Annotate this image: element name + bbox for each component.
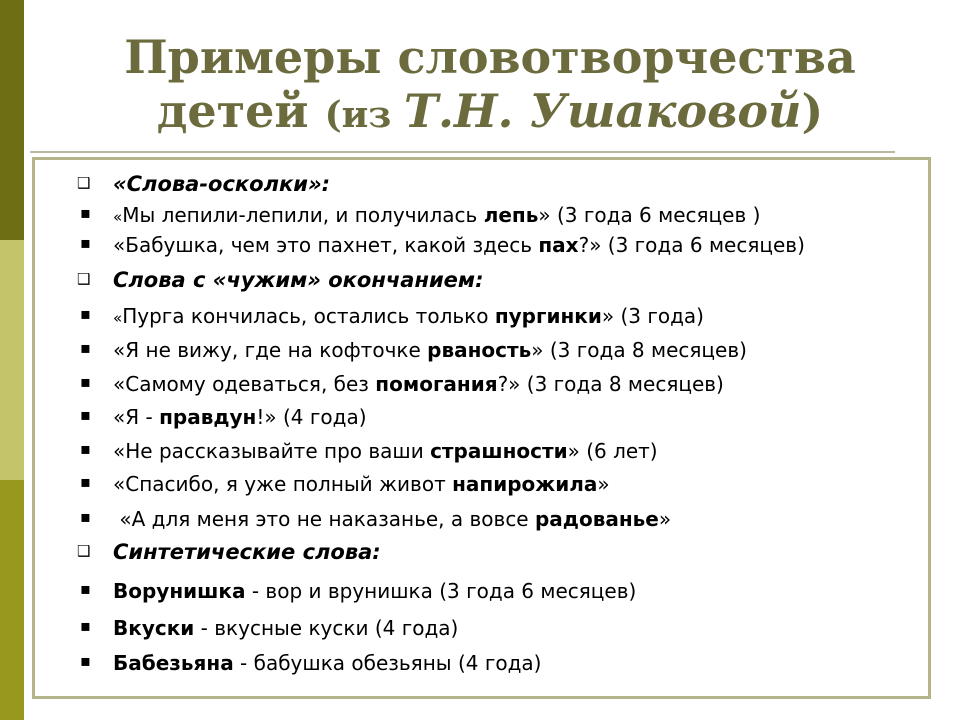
title-line-2 (40, 84, 940, 142)
square-bullet-icon: ▪ (80, 372, 91, 391)
title-author: Т.Н. Ушаковой (403, 84, 802, 138)
side-bar-middle (0, 240, 24, 480)
side-bar-bottom (0, 480, 24, 720)
square-bullet-icon: ▪ (80, 203, 91, 222)
title-line-2-main: детей (156, 84, 309, 138)
checkbox-bullet-icon: ❑ (77, 174, 91, 192)
checkbox-bullet-icon: ❑ (77, 542, 91, 560)
square-bullet-icon: ▪ (80, 439, 91, 458)
content-box: ❑ «Слова-осколки»: ▪ «Мы лепили-лепили, и получилась лепь» (3 года 6 месяцев ) ▪ «Бабушка, чем это пахнет, какой здесь пах?» (3 года 6 месяцев) ❑ Слова с «чужим» окончанием: ▪ «Пурга кончилась, остались только пургинки» (3 года) ▪ «Я не вижу, где на кофточке рваность» (3 года 8 месяцев) ▪ «Самому одеваться, без помогания?» (3 года 8 месяцев) ▪ «Я - правдун!» (4 года) ▪ «Не рассказывайте про ваши страшности» (6 лет) ▪ «Спасибо, я уже полный живот напирожила» ▪ «А для меня это не наказанье, а вовсе радованье» ❑ Синтетические слова: ▪ Ворунишка - вор и врунишка (3 года 6 месяцев) ▪ Вкуски - вкусные куски (4 года) ▪ Бабезьяна - бабушка обезьяны (4 года) (32, 157, 931, 699)
square-bullet-icon: ▪ (80, 579, 91, 598)
section-header-text: Слова с «чужим» окончанием: (113, 268, 484, 292)
square-bullet-icon: ▪ (80, 405, 91, 424)
title-line-1: Примеры словотворчества (124, 30, 856, 84)
square-bullet-icon: ▪ (80, 338, 91, 357)
title-paren-close: ) (801, 84, 824, 138)
section-header-text: «Слова-осколки»: (113, 172, 330, 196)
section-header-text: Синтетические слова: (113, 540, 381, 564)
title-rule (30, 151, 895, 153)
square-bullet-icon: ▪ (80, 651, 91, 670)
slide-title (40, 30, 940, 142)
square-bullet-icon: ▪ (80, 233, 91, 252)
title-paren-open: (из (324, 94, 404, 136)
checkbox-bullet-icon: ❑ (77, 270, 91, 288)
square-bullet-icon: ▪ (80, 616, 91, 635)
square-bullet-icon: ▪ (80, 507, 91, 526)
square-bullet-icon: ▪ (80, 304, 91, 323)
square-bullet-icon: ▪ (80, 472, 91, 491)
side-bar-top (0, 0, 24, 240)
